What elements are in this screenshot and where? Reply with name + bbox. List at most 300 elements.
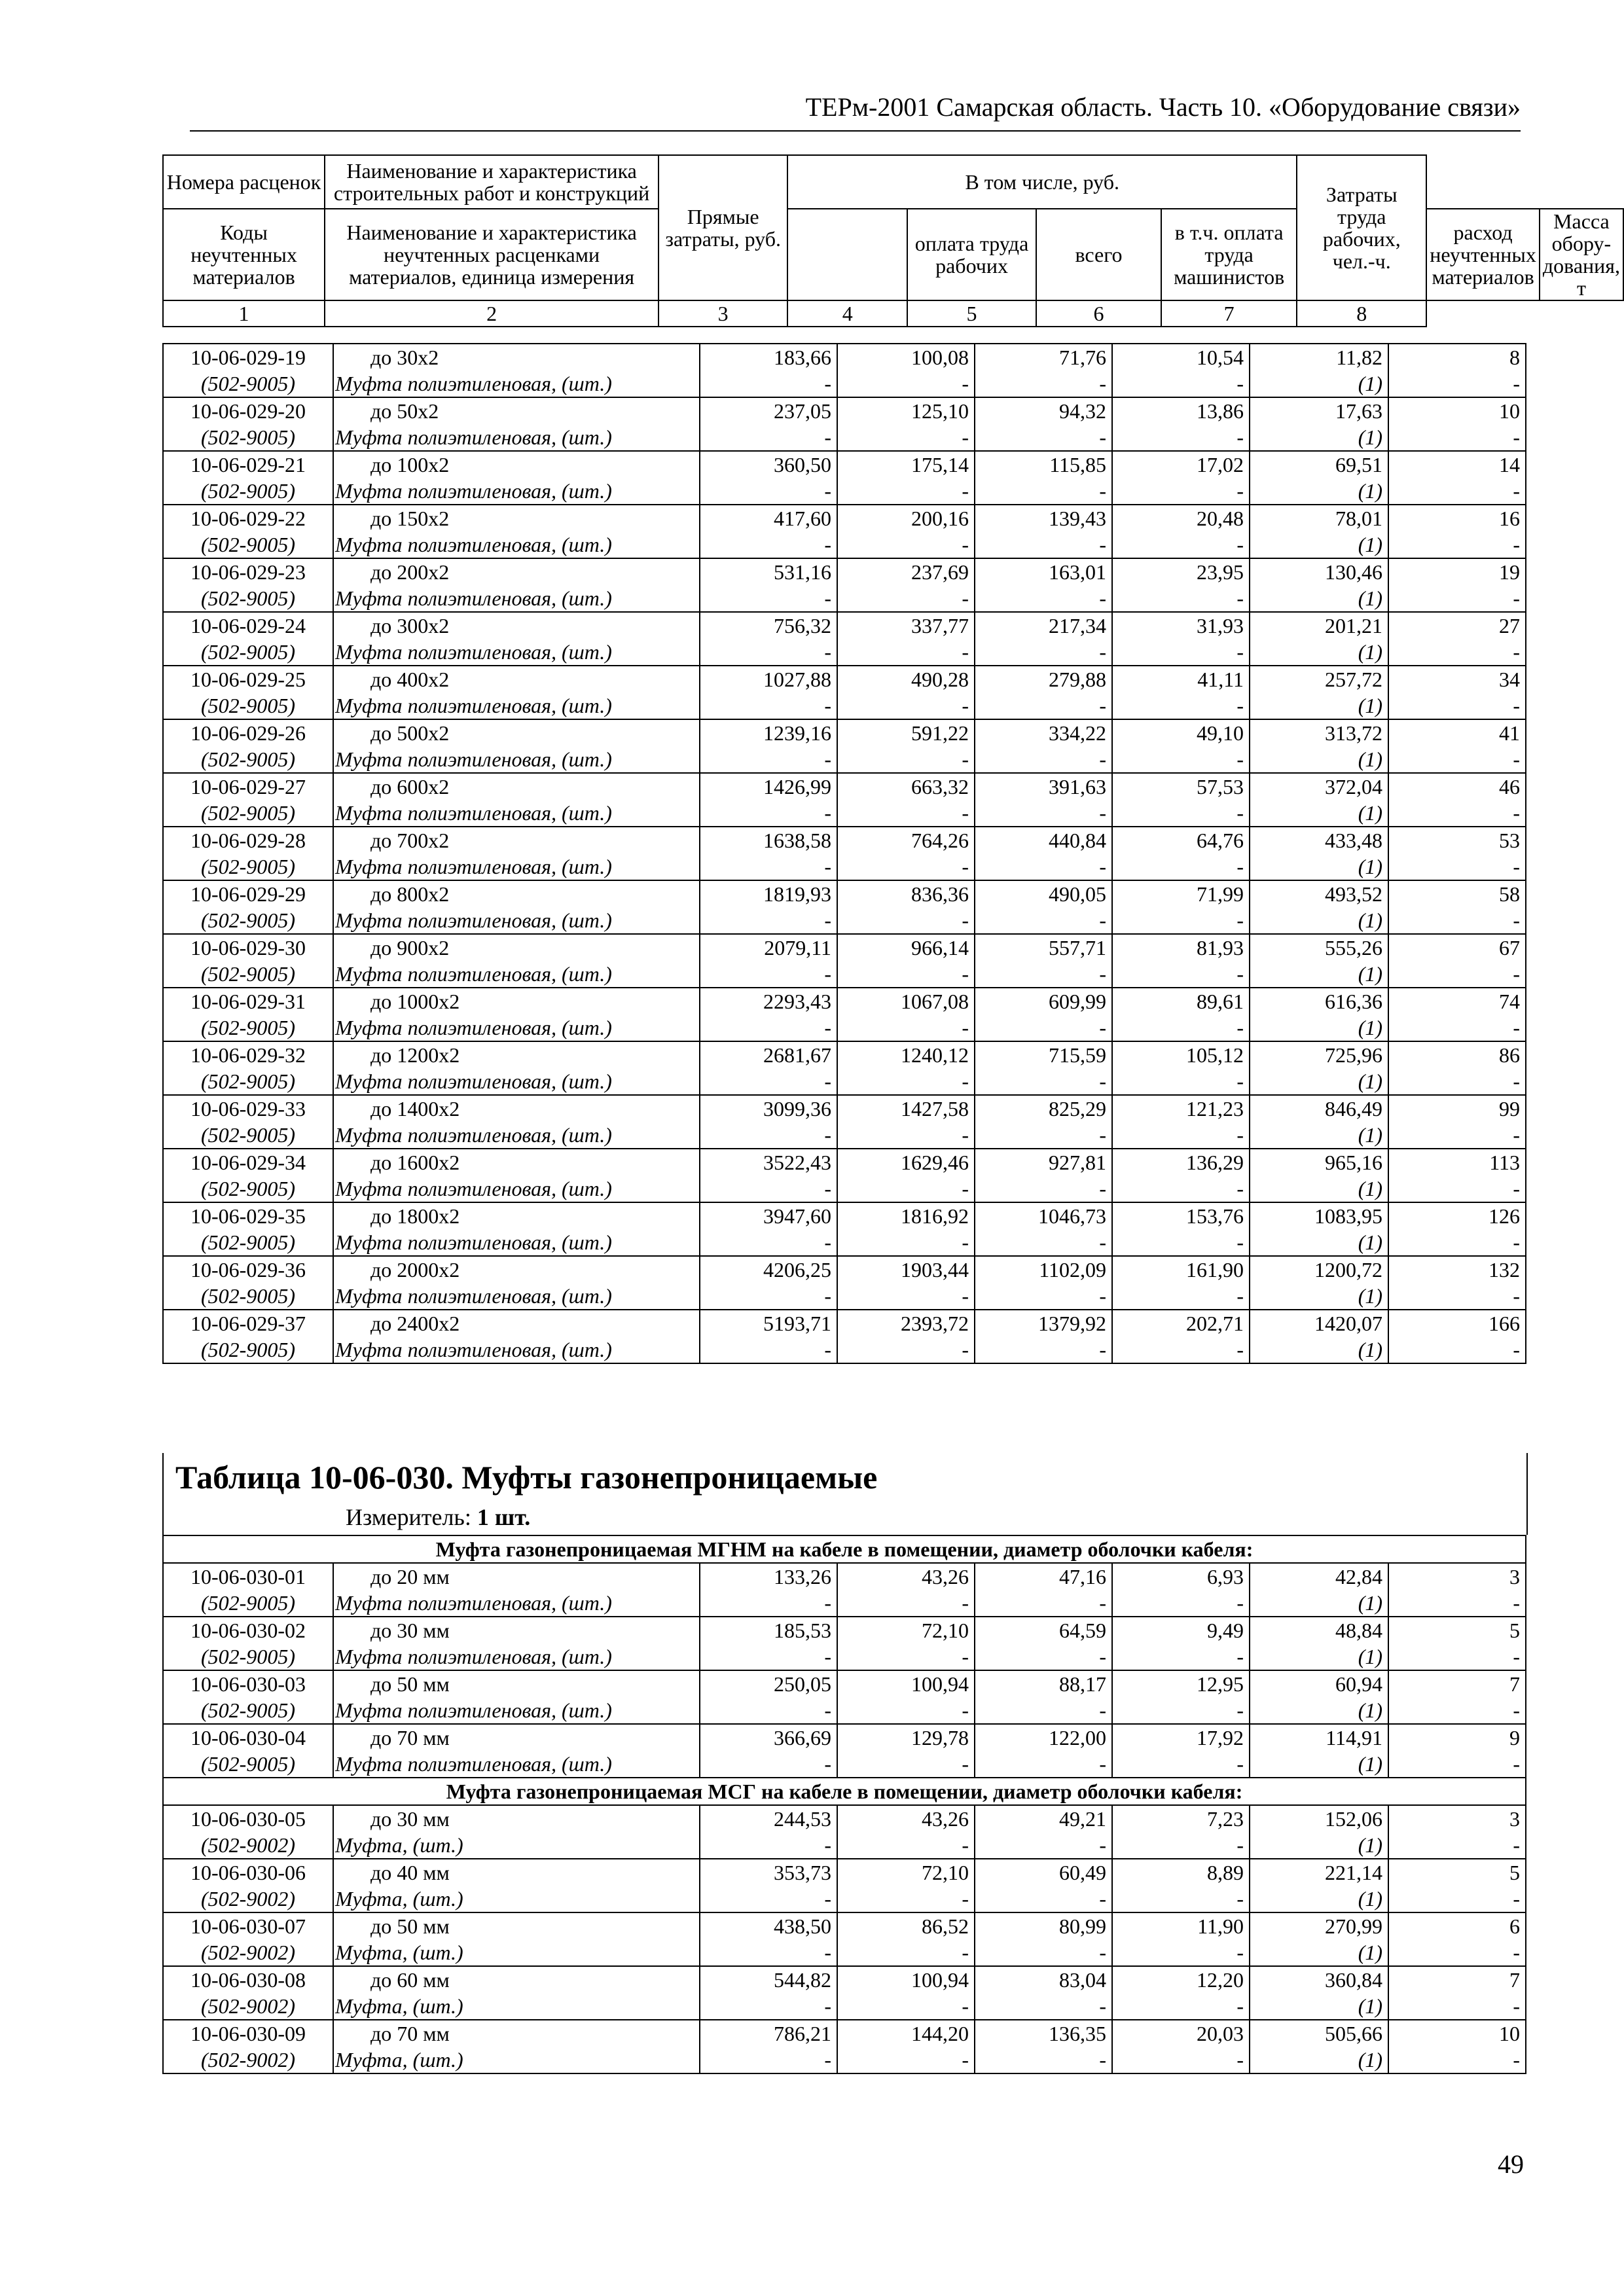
col-material-codes: Коды неучтенных материалов [163, 209, 325, 300]
direct-dash: - [700, 1939, 837, 1966]
direct-costs: 250,05 [700, 1670, 837, 1697]
material-name: Муфта полиэтиленовая, (шт.) [333, 692, 700, 719]
oper-dash: - [1112, 585, 1250, 612]
material-code: (502-9002) [163, 1832, 333, 1859]
material-row [163, 1175, 1526, 1202]
oper-dash: - [1112, 1643, 1250, 1670]
material-name: Муфта полиэтиленовая, (шт.) [333, 1751, 700, 1778]
material-code: (502-9005) [163, 800, 333, 827]
mach-dash: - [975, 1993, 1112, 2020]
operator-pay: 10,54 [1112, 344, 1250, 370]
machine-total: 557,71 [975, 934, 1112, 961]
col-number: 1 [163, 300, 325, 327]
direct-dash: - [700, 1014, 837, 1041]
machine-total: 88,17 [975, 1670, 1112, 1697]
materials-cost: 725,96 [1250, 1041, 1388, 1068]
pay-dash: - [837, 1993, 975, 2020]
direct-dash: - [700, 853, 837, 880]
rate-name: до 1600х2 [333, 1149, 700, 1175]
direct-dash: - [700, 424, 837, 451]
direct-costs: 183,66 [700, 344, 837, 370]
machine-total: 122,00 [975, 1724, 1112, 1751]
col-number: 2 [325, 300, 659, 327]
material-qty: (1) [1250, 692, 1388, 719]
worker-pay: 43,26 [837, 1563, 975, 1590]
material-name: Муфта полиэтиленовая, (шт.) [333, 531, 700, 558]
rate-name: до 30 мм [333, 1617, 700, 1643]
rate-name: до 800х2 [333, 880, 700, 907]
oper-dash: - [1112, 639, 1250, 666]
machine-total: 64,59 [975, 1617, 1112, 1643]
material-name: Муфта полиэтиленовая, (шт.) [333, 424, 700, 451]
material-code: (502-9005) [163, 1014, 333, 1041]
rate-row [163, 1670, 1526, 1697]
mass-dash: - [1388, 531, 1526, 558]
mass-dash: - [1388, 639, 1526, 666]
worker-pay: 100,94 [837, 1670, 975, 1697]
material-name: Муфта полиэтиленовая, (шт.) [333, 1697, 700, 1724]
mach-dash: - [975, 424, 1112, 451]
mach-dash: - [975, 907, 1112, 934]
material-qty: (1) [1250, 1229, 1388, 1256]
operator-pay: 71,99 [1112, 880, 1250, 907]
direct-costs: 133,26 [700, 1563, 837, 1590]
rate-row [163, 773, 1526, 800]
mass-dash: - [1388, 1283, 1526, 1310]
col-number: 6 [1036, 300, 1161, 327]
worker-pay: 72,10 [837, 1859, 975, 1886]
oper-dash: - [1112, 2047, 1250, 2073]
direct-costs: 1638,58 [700, 827, 837, 853]
material-name: Муфта полиэтиленовая, (шт.) [333, 1014, 700, 1041]
operator-pay: 41,11 [1112, 666, 1250, 692]
direct-costs: 1239,16 [700, 719, 837, 746]
mach-dash: - [975, 1751, 1112, 1778]
material-name: Муфта, (шт.) [333, 1993, 700, 2020]
operator-pay: 105,12 [1112, 1041, 1250, 1068]
direct-costs: 5193,71 [700, 1310, 837, 1336]
oper-dash: - [1112, 907, 1250, 934]
machine-total: 279,88 [975, 666, 1112, 692]
oper-dash: - [1112, 1832, 1250, 1859]
rate-row [163, 505, 1526, 531]
direct-costs: 2079,11 [700, 934, 837, 961]
operator-pay: 57,53 [1112, 773, 1250, 800]
material-code: (502-9005) [163, 1175, 333, 1202]
oper-dash: - [1112, 1283, 1250, 1310]
mach-dash: - [975, 1014, 1112, 1041]
material-qty: (1) [1250, 1751, 1388, 1778]
material-code: (502-9005) [163, 1336, 333, 1363]
material-name: Муфта полиэтиленовая, (шт.) [333, 1590, 700, 1617]
oper-dash: - [1112, 1939, 1250, 1966]
worker-pay: 237,69 [837, 558, 975, 585]
materials-cost: 270,99 [1250, 1912, 1388, 1939]
pay-dash: - [837, 1283, 975, 1310]
rate-row [163, 2020, 1526, 2047]
material-code: (502-9005) [163, 746, 333, 773]
worker-pay: 490,28 [837, 666, 975, 692]
direct-costs: 3522,43 [700, 1149, 837, 1175]
materials-cost: 221,14 [1250, 1859, 1388, 1886]
rate-row [163, 719, 1526, 746]
worker-pay: 1816,92 [837, 1202, 975, 1229]
rate-name: до 40 мм [333, 1859, 700, 1886]
pay-dash: - [837, 531, 975, 558]
rate-code: 10-06-030-04 [163, 1724, 333, 1751]
rate-code: 10-06-029-34 [163, 1149, 333, 1175]
rate-code: 10-06-029-37 [163, 1310, 333, 1336]
material-row [163, 961, 1526, 988]
material-qty: (1) [1250, 1122, 1388, 1149]
labor-costs: 14 [1388, 451, 1526, 478]
material-row [163, 800, 1526, 827]
oper-dash: - [1112, 1751, 1250, 1778]
labor-costs: 27 [1388, 612, 1526, 639]
materials-cost: 60,94 [1250, 1670, 1388, 1697]
material-name: Муфта, (шт.) [333, 1939, 700, 1966]
direct-costs: 417,60 [700, 505, 837, 531]
labor-costs: 9 [1388, 1724, 1526, 1751]
rate-name: до 1800х2 [333, 1202, 700, 1229]
col-number: 7 [1161, 300, 1297, 327]
material-row [163, 1590, 1526, 1617]
col-materials-consumption: расход неучтенных материалов [1426, 209, 1540, 300]
pay-dash: - [837, 1697, 975, 1724]
mach-dash: - [975, 1229, 1112, 1256]
worker-pay: 663,32 [837, 773, 975, 800]
direct-costs: 1819,93 [700, 880, 837, 907]
material-name: Муфта полиэтиленовая, (шт.) [333, 1068, 700, 1095]
materials-cost: 965,16 [1250, 1149, 1388, 1175]
machine-total: 334,22 [975, 719, 1112, 746]
mach-dash: - [975, 585, 1112, 612]
material-qty: (1) [1250, 1175, 1388, 1202]
pay-dash: - [837, 853, 975, 880]
rate-code: 10-06-029-26 [163, 719, 333, 746]
rate-name: до 2400х2 [333, 1310, 700, 1336]
oper-dash: - [1112, 1068, 1250, 1095]
rate-name: до 1400х2 [333, 1095, 700, 1122]
material-row [163, 1283, 1526, 1310]
oper-dash: - [1112, 1590, 1250, 1617]
pay-dash: - [837, 2047, 975, 2073]
material-code: (502-9002) [163, 1886, 333, 1912]
labor-costs: 7 [1388, 1670, 1526, 1697]
rate-code: 10-06-030-02 [163, 1617, 333, 1643]
material-name: Муфта полиэтиленовая, (шт.) [333, 1283, 700, 1310]
material-code: (502-9005) [163, 639, 333, 666]
mach-dash: - [975, 961, 1112, 988]
worker-pay: 1427,58 [837, 1095, 975, 1122]
rate-row [163, 1617, 1526, 1643]
direct-costs: 360,50 [700, 451, 837, 478]
direct-dash: - [700, 2047, 837, 2073]
worker-pay: 591,22 [837, 719, 975, 746]
direct-costs: 366,69 [700, 1724, 837, 1751]
rate-row [163, 344, 1526, 370]
direct-dash: - [700, 1175, 837, 1202]
material-code: (502-9005) [163, 692, 333, 719]
labor-costs: 6 [1388, 1912, 1526, 1939]
operator-pay: 81,93 [1112, 934, 1250, 961]
direct-costs: 1027,88 [700, 666, 837, 692]
mach-dash: - [975, 746, 1112, 773]
rate-row [163, 451, 1526, 478]
mach-dash: - [975, 478, 1112, 505]
col-direct-costs: Прямые затраты, руб. [659, 155, 787, 300]
materials-cost: 257,72 [1250, 666, 1388, 692]
rate-row [163, 934, 1526, 961]
rate-name: до 50 мм [333, 1670, 700, 1697]
material-name: Муфта полиэтиленовая, (шт.) [333, 639, 700, 666]
rate-name: до 300х2 [333, 612, 700, 639]
material-qty: (1) [1250, 639, 1388, 666]
mach-dash: - [975, 370, 1112, 397]
col-worker-pay: оплата труда рабочих [907, 209, 1036, 300]
direct-costs: 2293,43 [700, 988, 837, 1014]
material-name: Муфта полиэтиленовая, (шт.) [333, 1643, 700, 1670]
operator-pay: 23,95 [1112, 558, 1250, 585]
pay-dash: - [837, 1014, 975, 1041]
pay-dash: - [837, 1886, 975, 1912]
operator-pay: 13,86 [1112, 397, 1250, 424]
mach-dash: - [975, 1336, 1112, 1363]
rate-code: 10-06-029-23 [163, 558, 333, 585]
operator-pay: 153,76 [1112, 1202, 1250, 1229]
machine-total: 391,63 [975, 773, 1112, 800]
materials-cost: 201,21 [1250, 612, 1388, 639]
materials-cost: 1083,95 [1250, 1202, 1388, 1229]
rate-code: 10-06-029-25 [163, 666, 333, 692]
direct-costs: 756,32 [700, 612, 837, 639]
operator-pay: 8,89 [1112, 1859, 1250, 1886]
rate-name: до 70 мм [333, 1724, 700, 1751]
mass-dash: - [1388, 800, 1526, 827]
materials-cost: 69,51 [1250, 451, 1388, 478]
rate-name: до 100х2 [333, 451, 700, 478]
material-code: (502-9005) [163, 585, 333, 612]
material-row [163, 1993, 1526, 2020]
materials-cost: 130,46 [1250, 558, 1388, 585]
rate-code: 10-06-030-03 [163, 1670, 333, 1697]
material-name: Муфта полиэтиленовая, (шт.) [333, 853, 700, 880]
mass-dash: - [1388, 1336, 1526, 1363]
material-row [163, 1697, 1526, 1724]
labor-costs: 7 [1388, 1966, 1526, 1993]
operator-pay: 121,23 [1112, 1095, 1250, 1122]
col-including: В том числе, руб. [787, 155, 1297, 209]
rate-code: 10-06-029-27 [163, 773, 333, 800]
labor-costs: 74 [1388, 988, 1526, 1014]
worker-pay: 100,94 [837, 1966, 975, 1993]
direct-costs: 1426,99 [700, 773, 837, 800]
material-qty: (1) [1250, 1697, 1388, 1724]
materials-cost: 152,06 [1250, 1805, 1388, 1832]
rate-name: до 400х2 [333, 666, 700, 692]
materials-cost: 114,91 [1250, 1724, 1388, 1751]
pay-dash: - [837, 1122, 975, 1149]
pay-dash: - [837, 1832, 975, 1859]
direct-costs: 438,50 [700, 1912, 837, 1939]
labor-costs: 126 [1388, 1202, 1526, 1229]
mach-dash: - [975, 853, 1112, 880]
machine-total: 715,59 [975, 1041, 1112, 1068]
col-mach-total: всего [1036, 209, 1161, 300]
materials-cost: 42,84 [1250, 1563, 1388, 1590]
worker-pay: 129,78 [837, 1724, 975, 1751]
worker-pay: 125,10 [837, 397, 975, 424]
rate-code: 10-06-029-20 [163, 397, 333, 424]
material-qty: (1) [1250, 907, 1388, 934]
header-rule [190, 130, 1521, 132]
direct-dash: - [700, 1336, 837, 1363]
worker-pay: 1629,46 [837, 1149, 975, 1175]
direct-dash: - [700, 1886, 837, 1912]
worker-pay: 836,36 [837, 880, 975, 907]
mass-dash: - [1388, 478, 1526, 505]
pay-dash: - [837, 424, 975, 451]
material-name: Муфта полиэтиленовая, (шт.) [333, 800, 700, 827]
oper-dash: - [1112, 1886, 1250, 1912]
material-row [163, 2047, 1526, 2073]
oper-dash: - [1112, 1122, 1250, 1149]
material-qty: (1) [1250, 1068, 1388, 1095]
pay-dash: - [837, 800, 975, 827]
material-row [163, 1014, 1526, 1041]
materials-cost: 48,84 [1250, 1617, 1388, 1643]
rate-code: 10-06-030-05 [163, 1805, 333, 1832]
operator-pay: 7,23 [1112, 1805, 1250, 1832]
direct-costs: 531,16 [700, 558, 837, 585]
direct-dash: - [700, 692, 837, 719]
rate-code: 10-06-030-06 [163, 1859, 333, 1886]
direct-dash: - [700, 585, 837, 612]
mass-dash: - [1388, 1068, 1526, 1095]
mach-dash: - [975, 1122, 1112, 1149]
operator-pay: 17,92 [1112, 1724, 1250, 1751]
oper-dash: - [1112, 1014, 1250, 1041]
rate-name: до 900х2 [333, 934, 700, 961]
section-heading: Муфта газонепроницаемая МСГ на кабеле в помещении, диаметр оболочки кабеля: [163, 1778, 1526, 1805]
material-code: (502-9005) [163, 1697, 333, 1724]
materials-cost: 372,04 [1250, 773, 1388, 800]
materials-cost: 1200,72 [1250, 1256, 1388, 1283]
rates-table-030 [162, 1535, 1526, 2074]
direct-dash: - [700, 907, 837, 934]
rate-name: до 50х2 [333, 397, 700, 424]
operator-pay: 89,61 [1112, 988, 1250, 1014]
page-header: ТЕРм-2001 Самарская область. Часть 10. «Оборудование связи» [805, 92, 1521, 122]
worker-pay: 764,26 [837, 827, 975, 853]
direct-dash: - [700, 639, 837, 666]
col-operator-pay: в т.ч. оплата труда машинистов [1161, 209, 1297, 300]
direct-dash: - [700, 1068, 837, 1095]
material-qty: (1) [1250, 585, 1388, 612]
materials-cost: 505,66 [1250, 2020, 1388, 2047]
machine-total: 217,34 [975, 612, 1112, 639]
pay-dash: - [837, 370, 975, 397]
rate-name: до 200х2 [333, 558, 700, 585]
col-number: 8 [1297, 300, 1426, 327]
rate-name: до 50 мм [333, 1912, 700, 1939]
rate-code: 10-06-030-09 [163, 2020, 333, 2047]
mass-dash: - [1388, 1643, 1526, 1670]
material-row [163, 907, 1526, 934]
operator-pay: 20,48 [1112, 505, 1250, 531]
machine-total: 60,49 [975, 1859, 1112, 1886]
table-title: Таблица 10-06-030. Муфты газонепроницаемые [175, 1459, 878, 1496]
material-row [163, 370, 1526, 397]
operator-pay: 202,71 [1112, 1310, 1250, 1336]
rate-code: 10-06-030-01 [163, 1563, 333, 1590]
machine-total: 94,32 [975, 397, 1112, 424]
material-row [163, 1122, 1526, 1149]
rate-name: до 600х2 [333, 773, 700, 800]
mass-dash: - [1388, 1590, 1526, 1617]
mach-dash: - [975, 531, 1112, 558]
col-rate-numbers: Номера расценок [163, 155, 325, 209]
worker-pay: 200,16 [837, 505, 975, 531]
rate-row [163, 1805, 1526, 1832]
mass-dash: - [1388, 1229, 1526, 1256]
worker-pay: 144,20 [837, 2020, 975, 2047]
rate-row [163, 827, 1526, 853]
machine-total: 490,05 [975, 880, 1112, 907]
mass-dash: - [1388, 692, 1526, 719]
material-row [163, 531, 1526, 558]
rate-row [163, 880, 1526, 907]
rate-row [163, 1256, 1526, 1283]
worker-pay: 966,14 [837, 934, 975, 961]
operator-pay: 11,90 [1112, 1912, 1250, 1939]
rate-row [163, 1041, 1526, 1068]
labor-costs: 3 [1388, 1563, 1526, 1590]
material-name: Муфта полиэтиленовая, (шт.) [333, 478, 700, 505]
worker-pay: 337,77 [837, 612, 975, 639]
direct-costs: 185,53 [700, 1617, 837, 1643]
material-row [163, 1751, 1526, 1778]
mass-dash: - [1388, 1832, 1526, 1859]
labor-costs: 166 [1388, 1310, 1526, 1336]
material-qty: (1) [1250, 800, 1388, 827]
rates-table-029 [162, 343, 1526, 1364]
oper-dash: - [1112, 853, 1250, 880]
mass-dash: - [1388, 1993, 1526, 2020]
materials-cost: 313,72 [1250, 719, 1388, 746]
machine-total: 1379,92 [975, 1310, 1112, 1336]
rate-name: до 500х2 [333, 719, 700, 746]
machine-total: 47,16 [975, 1563, 1112, 1590]
direct-dash: - [700, 800, 837, 827]
material-name: Муфта, (шт.) [333, 1886, 700, 1912]
mass-dash: - [1388, 907, 1526, 934]
labor-costs: 53 [1388, 827, 1526, 853]
material-row [163, 1939, 1526, 1966]
direct-costs: 3947,60 [700, 1202, 837, 1229]
mass-dash: - [1388, 585, 1526, 612]
operator-pay: 20,03 [1112, 2020, 1250, 2047]
oper-dash: - [1112, 961, 1250, 988]
worker-pay: 72,10 [837, 1617, 975, 1643]
worker-pay: 2393,72 [837, 1310, 975, 1336]
rate-code: 10-06-029-22 [163, 505, 333, 531]
mach-dash: - [975, 692, 1112, 719]
direct-costs: 544,82 [700, 1966, 837, 1993]
labor-costs: 67 [1388, 934, 1526, 961]
pay-dash: - [837, 1590, 975, 1617]
machine-total: 49,21 [975, 1805, 1112, 1832]
